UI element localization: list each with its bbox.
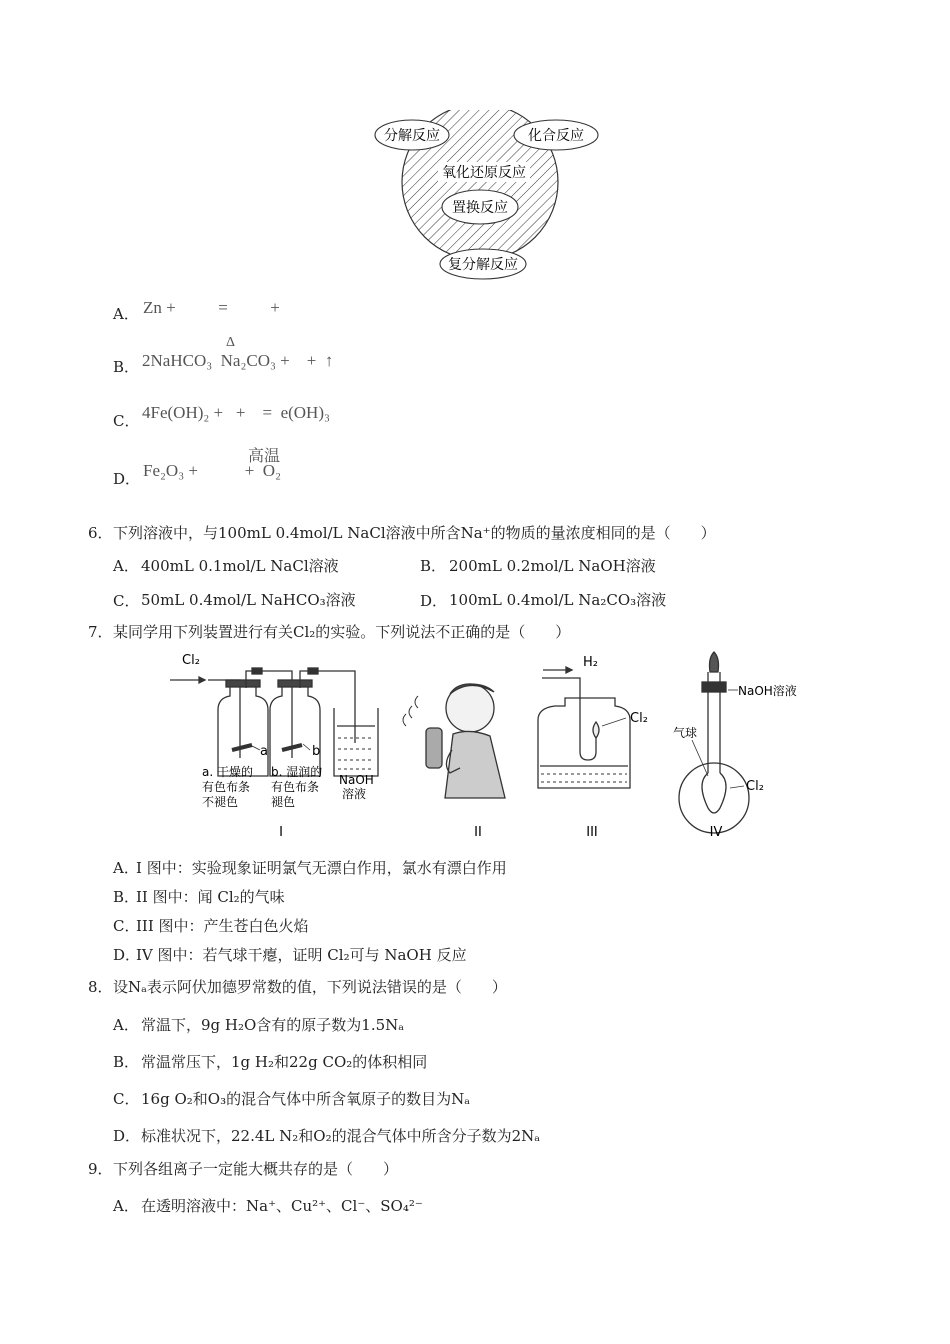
balloon-label: 气球	[673, 726, 698, 740]
option-label: C．	[113, 592, 140, 610]
wet-cloth-line3: 褪色	[271, 795, 296, 809]
wet-cloth-line2: 有色布条	[271, 780, 320, 794]
cl2-flask-label: Cl₂	[746, 779, 764, 794]
cl2-bottle-label: Cl₂	[630, 711, 648, 726]
option-label: A．	[113, 1197, 139, 1215]
option-label: A．	[113, 1016, 139, 1034]
option-text: I 图中：实验现象证明氯气无漂白作用，氯水有漂白作用	[136, 859, 507, 877]
option-text: 100mL 0.4mol/L Na₂CO₃溶液	[449, 591, 667, 609]
option-label: B．	[113, 888, 140, 906]
venn-decomposition-label: 分解反应	[384, 128, 440, 144]
question-number: 9．	[88, 1160, 113, 1178]
equation: Fe₂O₃ + + O₂	[143, 461, 282, 480]
option-label: C．	[113, 1090, 140, 1108]
panel-label-2: II	[474, 825, 482, 840]
panel-label-3: III	[586, 825, 598, 840]
option-text: 200mL 0.2mol/L NaOH溶液	[449, 557, 656, 575]
equation: 2NaHCO₃ Na₂CO₃ + + ↑	[142, 351, 334, 370]
venn-combination-label: 化合反应	[528, 128, 584, 144]
label-a: a	[260, 744, 268, 759]
question-stem: 下列各组离子一定能大概共存的是（ ）	[113, 1160, 399, 1178]
h2-inlet-label: H₂	[583, 655, 598, 670]
option-text: II 图中：闻 Cl₂的气味	[136, 888, 285, 906]
option-text: 在透明溶液中：Na⁺、Cu²⁺、Cl⁻、SO₄²⁻	[141, 1197, 423, 1215]
panel-label-4: IV	[709, 825, 723, 840]
option-label: B．	[420, 557, 447, 575]
option-text: 常温常压下，1g H₂和22g CO₂的体积相同	[141, 1053, 428, 1071]
option-label: B．	[113, 1053, 140, 1071]
question-number: 7．	[88, 623, 113, 641]
label-b: b	[312, 744, 321, 759]
venn-displacement-label: 置换反应	[452, 200, 508, 216]
reaction-condition: Δ	[226, 335, 236, 350]
apparatus-drawing	[160, 648, 820, 843]
naoh-beaker-line2: 溶液	[342, 787, 367, 801]
option-label: A．	[113, 557, 139, 575]
option-label: A．	[113, 305, 139, 323]
option-label: D．	[113, 1127, 141, 1145]
dry-cloth-line1: a. 干燥的	[202, 765, 253, 779]
question-stem: 设Nₐ表示阿伏加德罗常数的值，下列说法错误的是（ ）	[113, 978, 507, 996]
panel-label-1: I	[279, 825, 283, 840]
wet-cloth-line1: b. 湿润的	[271, 765, 323, 779]
reaction-condition: 高温	[248, 448, 281, 465]
option-text: 16g O₂和O₃的混合气体中所含氧原子的数目为Nₐ	[141, 1090, 470, 1108]
equation: 4Fe(OH)₂ + + = e(OH)₃	[142, 403, 330, 422]
option-text: III 图中：产生苍白色火焰	[136, 917, 309, 935]
venn-double-decomposition-label: 复分解反应	[448, 257, 518, 273]
option-label: D．	[420, 592, 448, 610]
option-label: C．	[113, 412, 140, 430]
reaction-venn-diagram	[370, 110, 610, 285]
option-label: C．	[113, 917, 140, 935]
venn-redox-label: 氧化还原反应	[442, 165, 526, 181]
question-stem: 下列溶液中，与100mL 0.4mol/L NaCl溶液中所含Na⁺的物质的量浓度相同的是（ ）	[113, 524, 716, 542]
naoh-beaker-line1: NaOH	[339, 773, 374, 787]
option-text: IV 图中：若气球干瘪，证明 Cl₂可与 NaOH 反应	[136, 946, 467, 964]
dry-cloth-line2: 有色布条	[202, 780, 251, 794]
option-label: B．	[113, 358, 140, 376]
equation: Zn + = +	[143, 298, 280, 317]
option-text: 50mL 0.4mol/L NaHCO₃溶液	[141, 591, 356, 609]
option-label: D．	[113, 470, 141, 488]
question-number: 8．	[88, 978, 113, 996]
option-label: A．	[113, 859, 139, 877]
dry-cloth-line3: 不褪色	[202, 795, 239, 809]
naoh-flask-label: NaOH溶液	[738, 684, 797, 698]
question-number: 6．	[88, 524, 113, 542]
question-stem: 某同学用下列装置进行有关Cl₂的实验。下列说法不正确的是（ ）	[113, 623, 571, 641]
option-label: D．	[113, 946, 141, 964]
cl2-inlet-label: Cl₂	[182, 653, 200, 668]
q7-figure	[160, 648, 820, 843]
option-text: 标准状况下，22.4L N₂和O₂的混合气体中所含分子数为2Nₐ	[141, 1127, 541, 1145]
option-text: 400mL 0.1mol/L NaCl溶液	[141, 557, 339, 575]
option-text: 常温下，9g H₂O含有的原子数为1.5Nₐ	[141, 1016, 405, 1034]
